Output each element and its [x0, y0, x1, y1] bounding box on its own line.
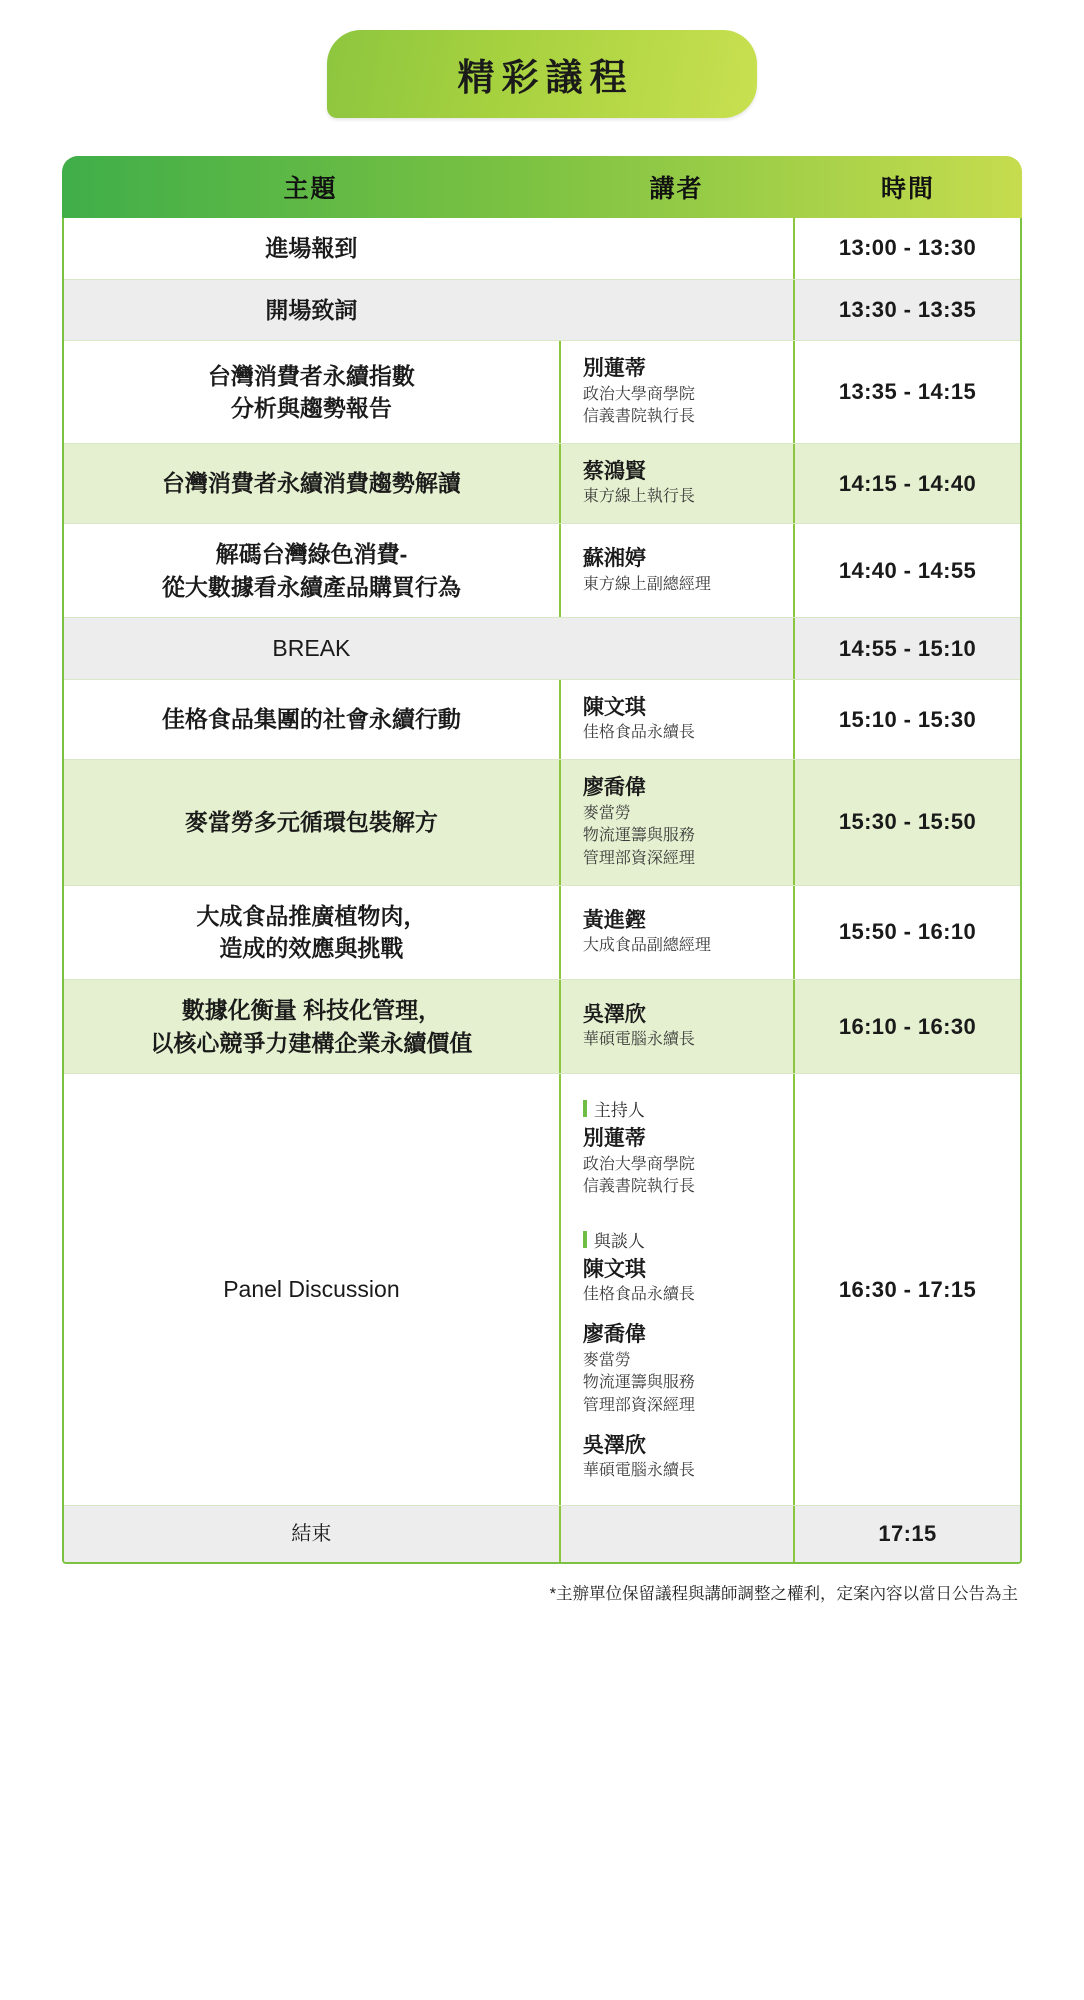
- speaker-block: [583, 1256, 695, 1307]
- cell-time: 15:30 - 15:50: [793, 760, 1020, 885]
- page-title: 精彩議程: [457, 57, 634, 98]
- cell-speaker: [559, 886, 793, 979]
- role-bar-icon: [583, 1231, 587, 1248]
- speaker-block: [583, 458, 695, 509]
- column-header-time: 時間: [880, 175, 935, 203]
- speaker-title: 華碩電腦永續長: [582, 1031, 695, 1049]
- table-row: [64, 886, 1020, 980]
- speaker-title: 華碩電腦永續長: [582, 1462, 695, 1479]
- topic-line: 台灣消費者永續消費趨勢解讀: [161, 470, 461, 497]
- cell-time: 13:35 - 14:15: [793, 341, 1020, 443]
- speaker-title: 東方線上執行長: [582, 488, 695, 506]
- topic-line: 進場報到: [265, 235, 358, 261]
- table-row: [64, 280, 1020, 342]
- cell-topic: 結束: [291, 1522, 332, 1545]
- topic-line: 解碼台灣綠色消費-: [215, 541, 408, 568]
- speaker-name: 吳澤欣: [582, 1433, 646, 1457]
- role-tag: [583, 1227, 645, 1252]
- cell-speaker: [559, 341, 793, 443]
- cell-topic: Panel Discussion: [223, 1276, 400, 1303]
- title-banner: [327, 30, 757, 118]
- footnote: *主辦單位保留議程與講師調整之權利，定案內容以當日公告為主: [549, 1585, 1018, 1604]
- table-row: [64, 618, 1020, 680]
- cell-topic: [64, 886, 559, 979]
- cell-speaker: [559, 760, 793, 885]
- cell-topic: [64, 218, 559, 279]
- cell-topic: [64, 280, 559, 341]
- speaker-block: [583, 1432, 695, 1483]
- role-tag: [583, 1096, 645, 1121]
- speaker-title: 物流運籌與服務: [582, 827, 695, 845]
- speaker-title: 麥當勞: [582, 1351, 631, 1369]
- title-banner-wrap: [0, 0, 1084, 118]
- speaker-name: 廖喬偉: [582, 1323, 646, 1347]
- speaker-block: [583, 1125, 695, 1199]
- speaker-title: 管理部資深經理: [582, 849, 695, 867]
- speaker-name: 陳文琪: [582, 696, 646, 720]
- table-row-closing: [64, 1506, 1020, 1562]
- speaker-block: [583, 1321, 695, 1418]
- topic-line: 以核心競爭力建構企業永續價值: [150, 1029, 473, 1056]
- role-label: 主持人: [593, 1101, 645, 1121]
- speaker-title: 物流運籌與服務: [582, 1374, 695, 1392]
- cell-time: 17:15: [793, 1506, 1020, 1562]
- speaker-title: 大成食品副總經理: [582, 937, 711, 955]
- cell-time: 13:00 - 13:30: [793, 218, 1020, 279]
- speaker-block: [583, 694, 695, 745]
- speaker-name: 別蓮蒂: [582, 357, 646, 381]
- topic-line: BREAK: [272, 635, 351, 662]
- topic-line: 造成的效應與挑戰: [219, 935, 404, 962]
- speaker-title: 佳格食品永續長: [582, 724, 695, 742]
- speaker-title: 信義書院執行長: [582, 1178, 695, 1196]
- topic-line: 佳格食品集團的社會永續行動: [161, 706, 461, 733]
- cell-topic: [64, 524, 559, 617]
- speaker-block: [583, 1001, 695, 1052]
- cell-speaker: [559, 618, 793, 679]
- cell-speaker: [559, 980, 793, 1073]
- table-row: [64, 218, 1020, 280]
- cell-topic: [64, 760, 559, 885]
- speaker-block: [583, 355, 695, 429]
- speaker-title: 佳格食品永續長: [582, 1286, 695, 1304]
- topic-line: 分析與趨勢報告: [230, 395, 392, 422]
- cell-speaker: [559, 524, 793, 617]
- speaker-name: 吳澤欣: [582, 1003, 646, 1027]
- role-label: 與談人: [593, 1232, 645, 1252]
- cell-topic: [64, 680, 559, 759]
- speaker-name: 陳文琪: [582, 1258, 646, 1282]
- speaker-title: 政治大學商學院: [582, 1155, 695, 1173]
- table-body: [62, 218, 1022, 1564]
- speaker-title: 麥當勞: [582, 804, 631, 822]
- cell-topic: [64, 341, 559, 443]
- role-bar-icon: [583, 1100, 587, 1117]
- cell-time: 16:30 - 17:15: [793, 1074, 1020, 1504]
- speaker-block: [583, 907, 711, 958]
- topic-line: 從大數據看永續產品購買行為: [161, 573, 461, 600]
- cell-speaker: [559, 680, 793, 759]
- table-row: [64, 444, 1020, 524]
- cell-topic: [64, 980, 559, 1073]
- agenda-table: [62, 156, 1022, 1564]
- cell-speaker: [559, 280, 793, 341]
- speaker-title: 東方線上副總經理: [582, 575, 711, 593]
- topic-line: 台灣消費者永續指數: [207, 362, 415, 389]
- cell-topic: [64, 618, 559, 679]
- cell-time: 15:50 - 16:10: [793, 886, 1020, 979]
- table-header-row: [62, 156, 1022, 218]
- speaker-block: [583, 545, 711, 596]
- cell-time: 14:15 - 14:40: [793, 444, 1020, 523]
- speaker-title: 信義書院執行長: [582, 408, 695, 426]
- speaker-name: 蘇湘婷: [582, 547, 646, 571]
- speaker-name: 別蓮蒂: [582, 1127, 646, 1151]
- topic-line: 大成食品推廣植物肉，: [196, 902, 427, 929]
- table-row: [64, 524, 1020, 618]
- table-row-panel: [64, 1074, 1020, 1505]
- speaker-name: 蔡鴻賢: [582, 460, 646, 484]
- speaker-title: 管理部資深經理: [582, 1396, 695, 1414]
- column-header-speaker: 講者: [649, 175, 704, 203]
- cell-speaker: [559, 218, 793, 279]
- cell-time: 14:40 - 14:55: [793, 524, 1020, 617]
- column-header-topic: 主題: [283, 175, 338, 203]
- table-row: [64, 980, 1020, 1074]
- topic-line: 數據化衡量 科技化管理，: [181, 997, 442, 1023]
- cell-time: 16:10 - 16:30: [793, 980, 1020, 1073]
- cell-topic: [64, 444, 559, 523]
- table-row: [64, 760, 1020, 886]
- table-row: [64, 680, 1020, 760]
- cell-speaker: [559, 444, 793, 523]
- topic-line: 麥當勞多元循環包裝解方: [184, 809, 438, 836]
- cell-speaker-panel: [559, 1074, 793, 1504]
- table-row: [64, 341, 1020, 444]
- cell-speaker: [559, 1506, 793, 1562]
- cell-time: 14:55 - 15:10: [793, 618, 1020, 679]
- speaker-name: 廖喬偉: [582, 776, 646, 800]
- topic-line: 開場致詞: [265, 296, 358, 323]
- cell-time: 15:10 - 15:30: [793, 680, 1020, 759]
- cell-time: 13:30 - 13:35: [793, 280, 1020, 341]
- speaker-block: [583, 774, 695, 871]
- speaker-title: 政治大學商學院: [582, 385, 695, 403]
- speaker-name: 黃進鏗: [582, 908, 646, 932]
